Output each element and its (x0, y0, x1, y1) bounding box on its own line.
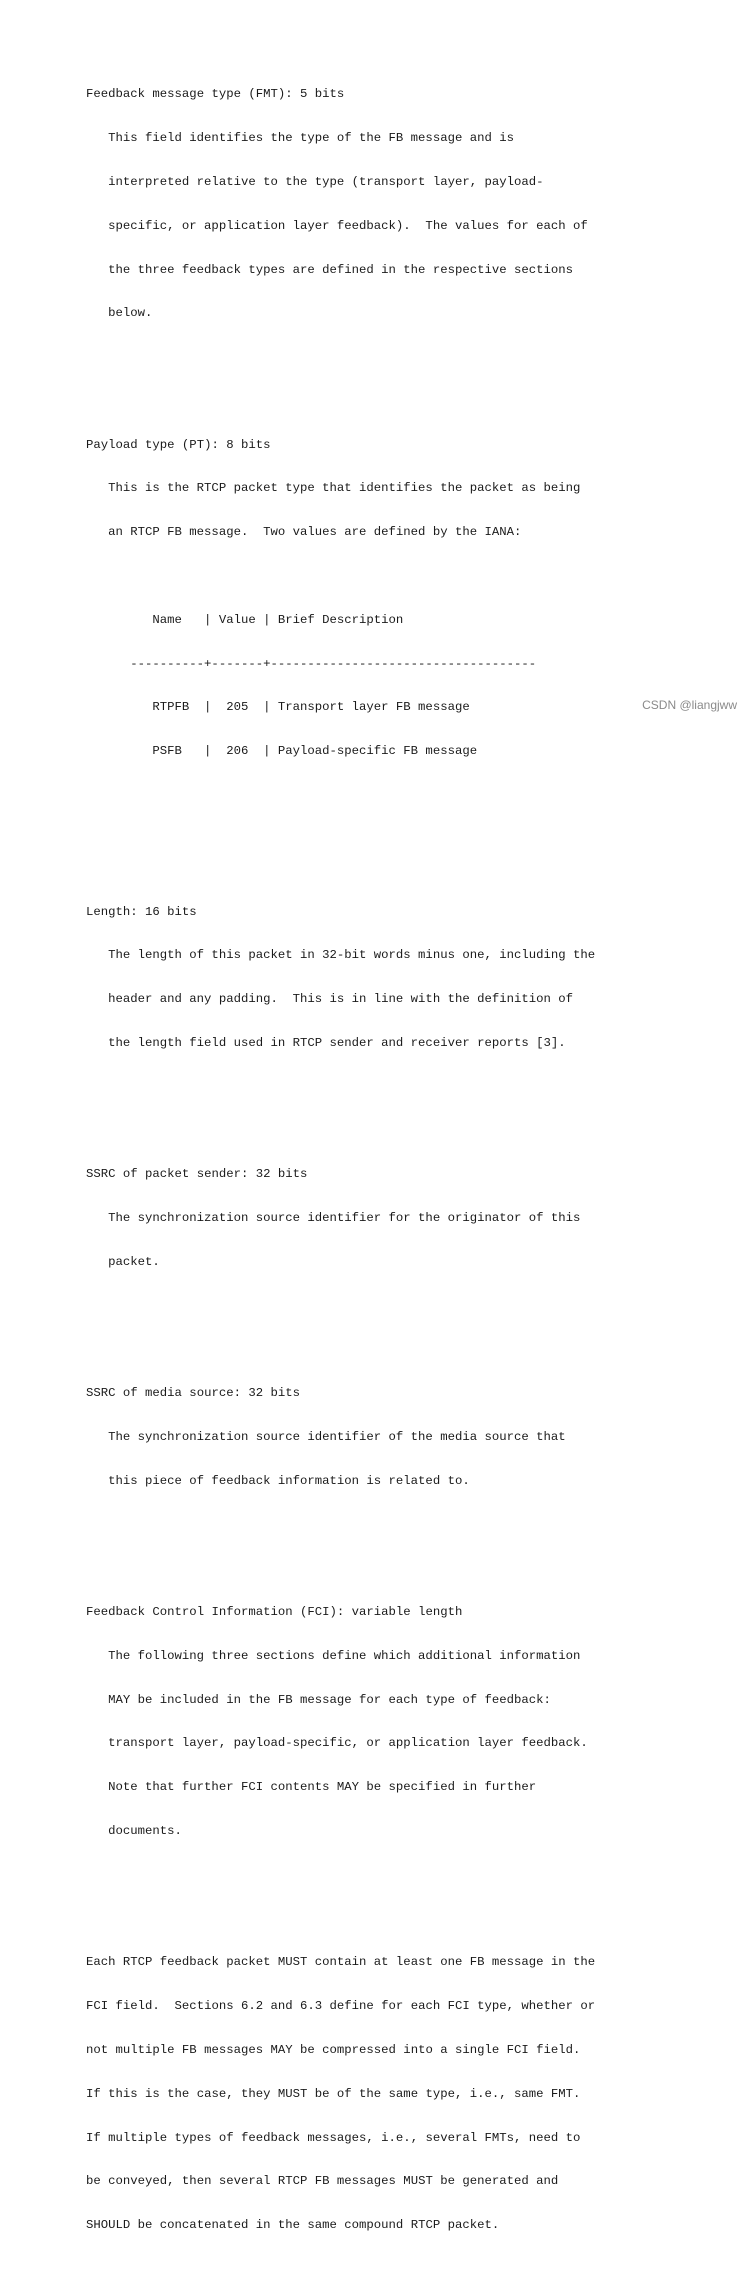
fmt-field-name: Feedback message type (FMT): 5 bits (86, 87, 345, 102)
length-desc-line: The length of this packet in 32-bit words minus one, including the (108, 948, 596, 963)
paragraph-line: be conveyed, then several RTCP FB messages MUST be generated and (86, 2174, 559, 2189)
paragraph-line: Each RTCP feedback packet MUST contain at least one FB message in the (86, 1955, 596, 1970)
table-rule: ----------+-------+------------------------------------ (108, 656, 537, 671)
length-section (86, 875, 736, 1079)
pt-section (86, 408, 736, 817)
fmt-desc-line: specific, or application layer feedback). The values for each of (108, 218, 588, 233)
fmt-desc-line: interpreted relative to the type (transport layer, payload- (108, 174, 544, 189)
fci-field-name: Feedback Control Information (FCI): variable length (86, 1605, 463, 1620)
rfc-document (86, 29, 736, 2276)
iana-values-table (86, 584, 736, 788)
fci-section (86, 1576, 736, 1868)
fci-desc-line: Note that further FCI contents MAY be specified in further (108, 1780, 537, 1795)
csdn-watermark: CSDN @liangjww (642, 698, 737, 712)
ssrc-media-desc-line: this piece of feedback information is related to. (108, 1473, 470, 1488)
paragraph-line: not multiple FB messages MAY be compressed into a single FCI field. (86, 2042, 581, 2057)
pt-desc-line: an RTCP FB message. Two values are defined by the IANA: (108, 525, 522, 540)
ssrc-sender-section (86, 1138, 736, 1299)
ssrc-media-section (86, 1357, 736, 1518)
paragraph-line: If this is the case, they MUST be of the same type, i.e., same FMT. (86, 2086, 581, 2101)
paragraph-line: SHOULD be concatenated in the same compound RTCP packet. (86, 2218, 500, 2233)
table-header: Name | Value | Brief Description (108, 612, 404, 627)
fb-packet-paragraph (86, 1926, 736, 2262)
ssrc-media-field-name: SSRC of media source: 32 bits (86, 1386, 301, 1401)
fci-desc-line: documents. (108, 1824, 182, 1839)
paragraph-line: FCI field. Sections 6.2 and 6.3 define for each FCI type, whether or (86, 1999, 596, 2014)
length-desc-line: header and any padding. This is in line with the definition of (108, 992, 574, 1007)
fci-desc-line: The following three sections define which additional information (108, 1648, 581, 1663)
ssrc-sender-field-name: SSRC of packet sender: 32 bits (86, 1167, 308, 1182)
pt-desc-line: This is the RTCP packet type that identifies the packet as being (108, 481, 581, 496)
fmt-desc-line: below. (108, 306, 153, 321)
fmt-desc-line: This field identifies the type of the FB message and is (108, 131, 514, 146)
fci-desc-line: MAY be included in the FB message for each type of feedback: (108, 1692, 551, 1707)
fci-desc-line: transport layer, payload-specific, or application layer feedback. (108, 1736, 588, 1751)
length-desc-line: the length field used in RTCP sender and receiver reports [3]. (108, 1035, 566, 1050)
length-field-name: Length: 16 bits (86, 904, 197, 919)
table-row-rtpfb: RTPFB | 205 | Transport layer FB message (108, 700, 470, 715)
fmt-desc-line: the three feedback types are defined in the respective sections (108, 262, 574, 277)
paragraph-line: If multiple types of feedback messages, i.e., several FMTs, need to (86, 2130, 581, 2145)
ssrc-sender-desc-line: The synchronization source identifier for the originator of this (108, 1211, 581, 1226)
ssrc-sender-desc-line: packet. (108, 1254, 160, 1269)
ssrc-media-desc-line: The synchronization source identifier of the media source that (108, 1430, 566, 1444)
table-row-psfb: PSFB | 206 | Payload-specific FB message (108, 744, 478, 759)
fmt-section (86, 58, 736, 350)
pt-field-name: Payload type (PT): 8 bits (86, 437, 271, 452)
